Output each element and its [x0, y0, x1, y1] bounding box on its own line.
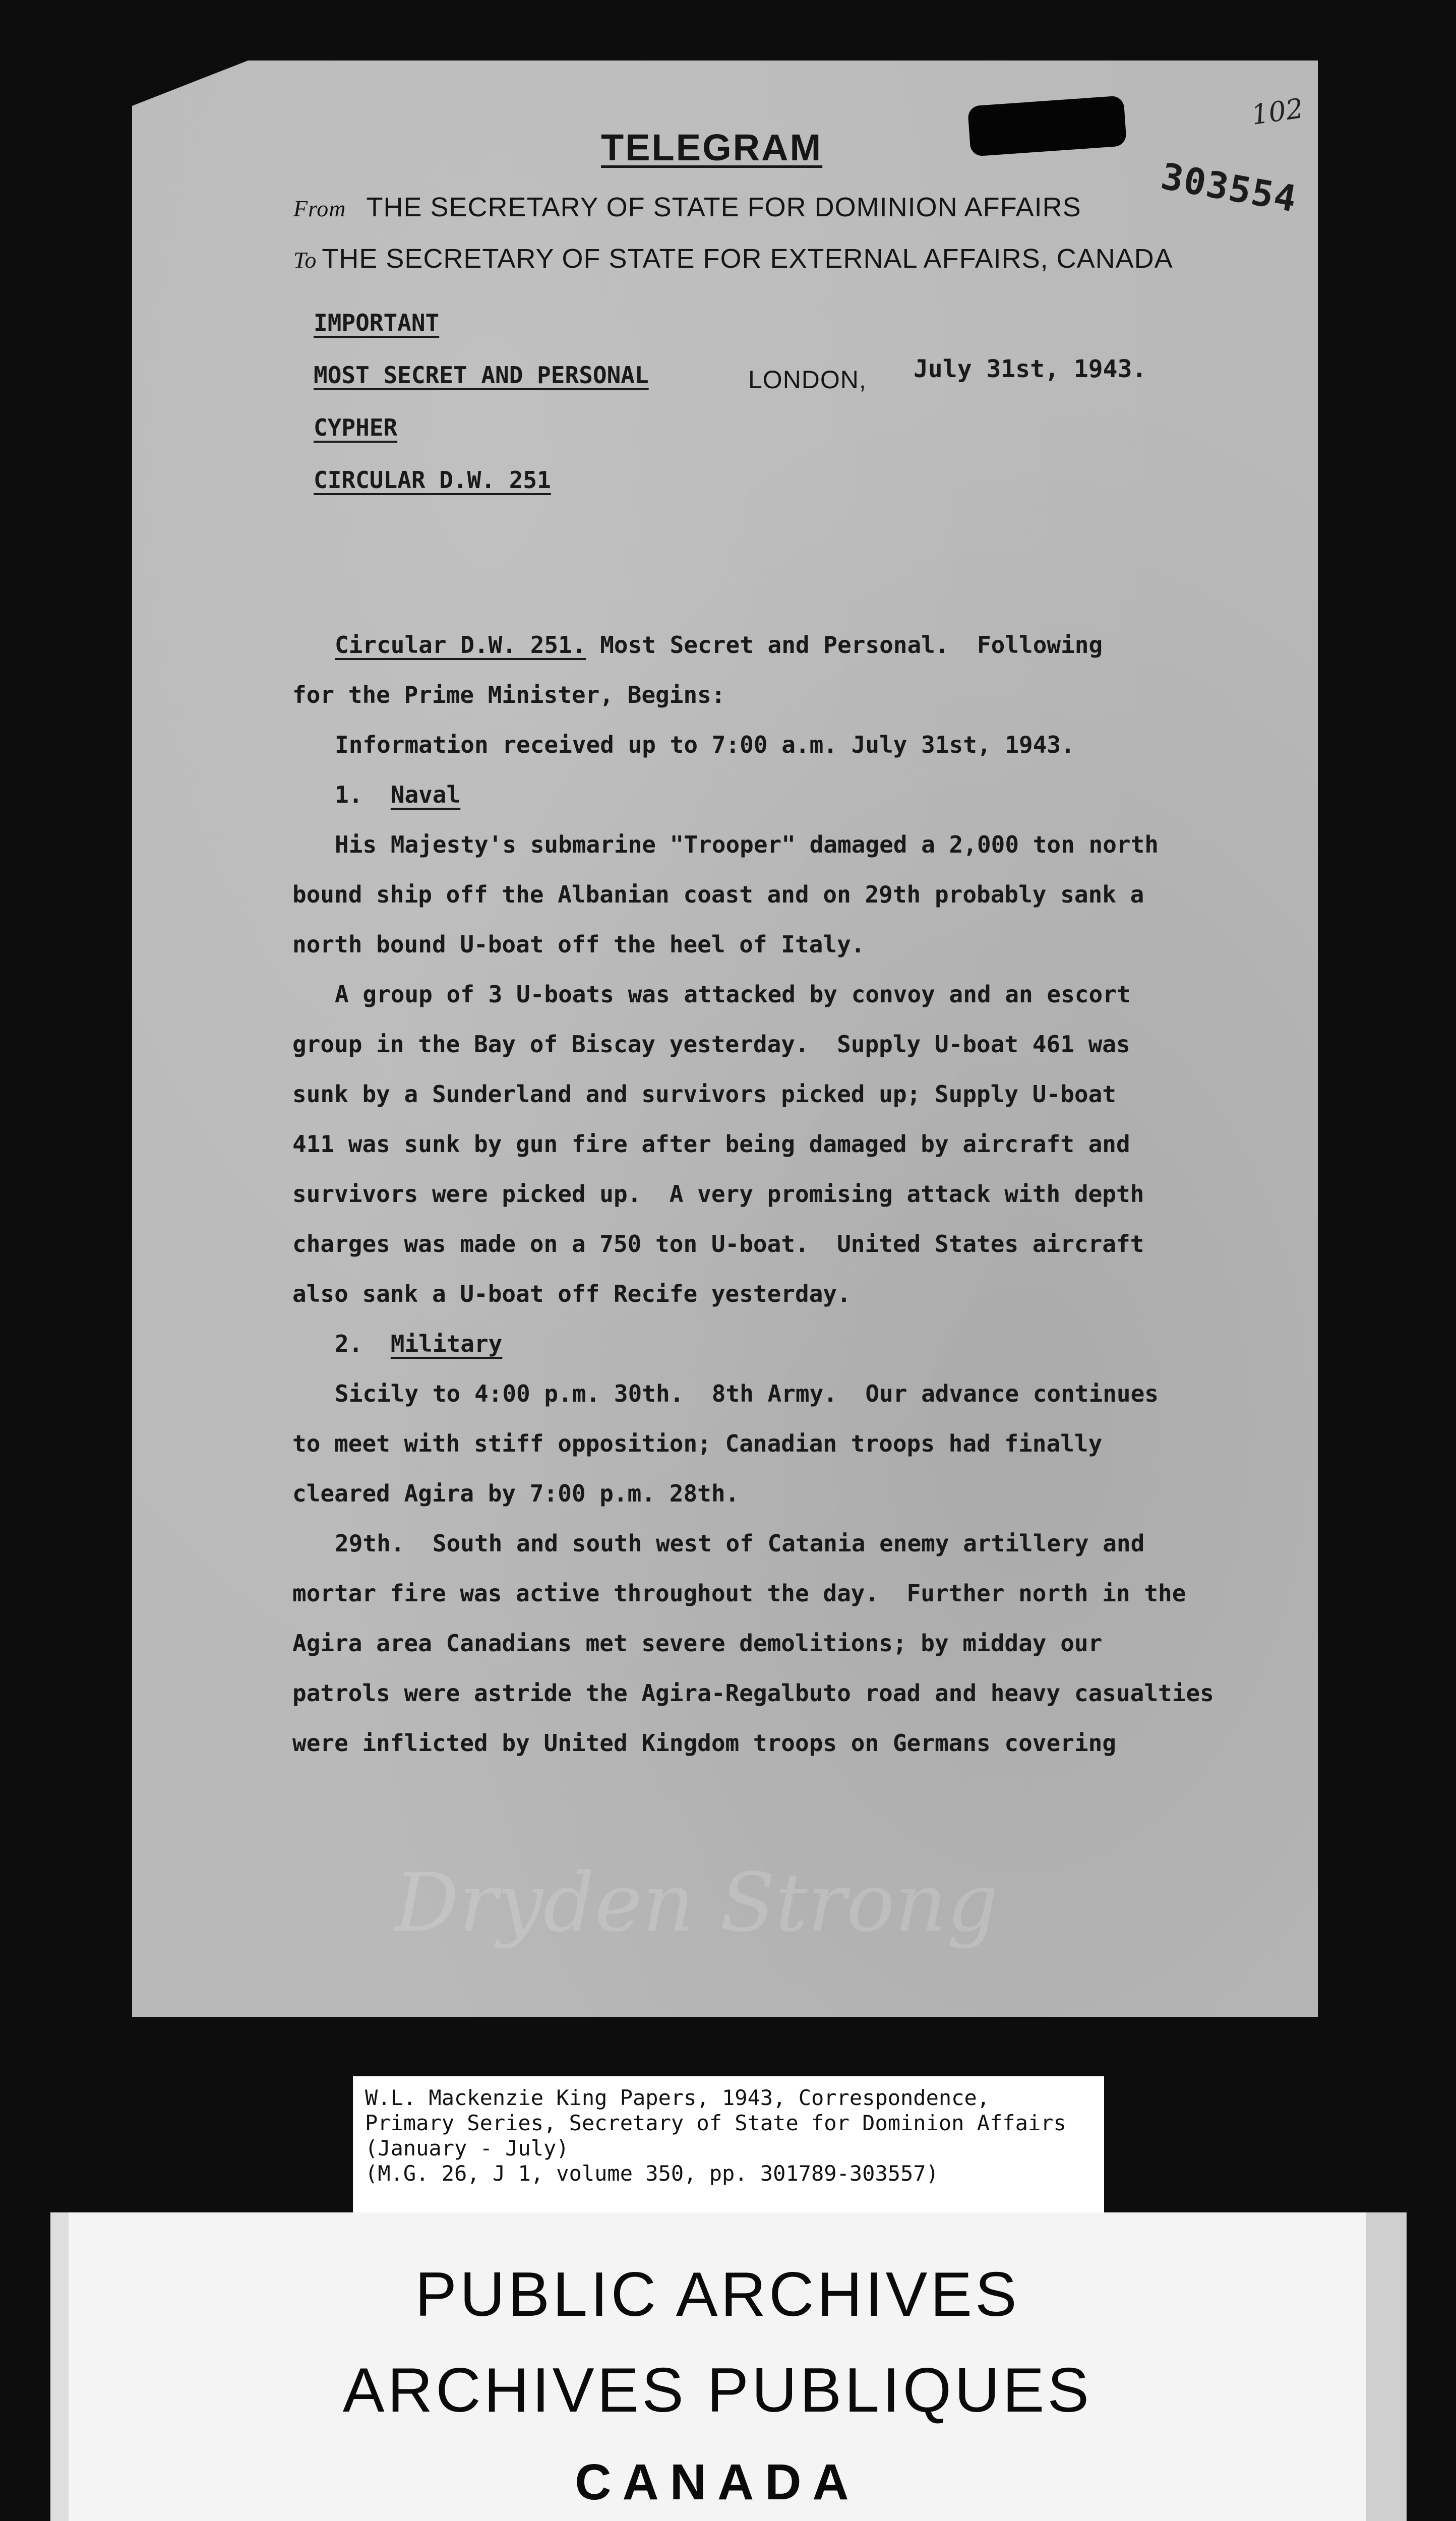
body-text-span: patrols were astride the Agira-Regalbuto road and heavy casualties	[292, 1679, 1214, 1707]
section-number: 2.	[335, 1330, 391, 1357]
telegram-title: TELEGRAM	[601, 127, 823, 168]
body-text-span: bound ship off the Albanian coast and on 29th probably sank a	[292, 881, 1144, 908]
body-text-span: Sicily to 4:00 p.m. 30th. 8th Army. Our advance continues	[335, 1380, 1159, 1407]
archives-french: ARCHIVES PUBLIQUES	[342, 2356, 1093, 2425]
body-text-span: sunk by a Sunderland and survivors picked up; Supply U-boat	[292, 1081, 1116, 1108]
citation-label	[353, 2076, 1104, 2212]
citation-line: W.L. Mackenzie King Papers, 1943, Correspondence,	[365, 2085, 990, 2110]
body-text-span: Agira area Canadians met severe demolitions; by midday our	[292, 1630, 1103, 1657]
body-text-span: north bound U-boat off the heel of Italy.	[292, 931, 865, 958]
telegram-body	[292, 620, 1281, 1768]
body-line	[292, 1319, 1281, 1369]
body-text-span: group in the Bay of Biscay yesterday. Supply U-boat 461 was	[292, 1031, 1130, 1058]
citation-line: Primary Series, Secretary of State for Dominion Affairs	[365, 2111, 1066, 2135]
body-text-span: 29th. South and south west of Catania enemy artillery and	[335, 1530, 1145, 1557]
body-line	[292, 920, 1281, 970]
classification-markings	[314, 296, 649, 506]
underlined-heading: Military	[390, 1330, 503, 1357]
body-line	[292, 1019, 1281, 1069]
telegram-sheet	[132, 61, 1318, 2017]
body-line	[292, 1269, 1281, 1319]
body-text-span: cleared Agira by 7:00 p.m. 28th.	[292, 1480, 740, 1507]
telegram-date: July 31st, 1943.	[914, 355, 1147, 383]
body-line	[292, 720, 1281, 770]
from-line	[293, 192, 1081, 223]
archives-english: PUBLIC ARCHIVES	[415, 2260, 1020, 2329]
from-sender: THE SECRETARY OF STATE FOR DOMINION AFFAIRS	[366, 192, 1081, 222]
paper-watermark: Dryden Strong	[394, 1855, 999, 1950]
body-text-span: Most Secret and Personal. Following	[586, 631, 1103, 658]
body-text-span: for the Prime Minister, Begins:	[292, 681, 725, 708]
body-line	[292, 1668, 1281, 1718]
body-text-span: charges was made on a 750 ton U-boat. United States aircraft	[292, 1230, 1144, 1257]
section-number: 1.	[335, 781, 391, 808]
body-line	[292, 1169, 1281, 1219]
handwritten-page-number: 102	[1249, 92, 1305, 131]
file-number-stamp: 303554	[1158, 155, 1301, 220]
body-line	[292, 1519, 1281, 1569]
archives-country: CANADA	[575, 2454, 860, 2510]
body-line	[292, 770, 1281, 820]
underlined-heading: Naval	[390, 781, 461, 808]
body-line	[292, 870, 1281, 920]
body-text-span: also sank a U-boat off Recife yesterday.	[292, 1280, 851, 1307]
marking-circular: CIRCULAR D.W. 251	[314, 466, 551, 494]
body-line	[292, 970, 1281, 1019]
underlined-heading: Circular D.W. 251.	[335, 631, 586, 658]
body-line	[292, 1219, 1281, 1269]
body-text-span: survivors were picked up. A very promising attack with depth	[292, 1180, 1144, 1208]
body-text-span: 411 was sunk by gun fire after being damaged by aircraft and	[292, 1130, 1130, 1158]
body-line	[292, 1419, 1281, 1469]
marking-important: IMPORTANT	[314, 309, 440, 336]
body-text-span: to meet with stiff opposition; Canadian troops had finally	[292, 1430, 1103, 1457]
citation-line: (January - July)	[365, 2136, 569, 2160]
body-line	[292, 820, 1281, 870]
to-label: To	[293, 247, 317, 273]
body-text-span: mortar fire was active throughout the day. Further north in the	[292, 1580, 1186, 1607]
body-line	[292, 1718, 1281, 1768]
marking-most-secret: MOST SECRET AND PERSONAL	[314, 362, 649, 389]
body-line	[292, 1618, 1281, 1668]
body-text-span: A group of 3 U-boats was attacked by convoy and an escort	[335, 981, 1131, 1008]
body-line	[292, 670, 1281, 720]
body-line	[292, 620, 1281, 670]
body-text-span: were inflicted by United Kingdom troops on Germans covering	[292, 1729, 1116, 1757]
to-recipient: THE SECRETARY OF STATE FOR EXTERNAL AFFAIRS, CANADA	[322, 244, 1173, 274]
torn-corner	[132, 61, 248, 106]
to-line	[293, 243, 1173, 274]
body-line	[292, 1569, 1281, 1618]
body-line	[292, 1119, 1281, 1169]
citation-line: (M.G. 26, J 1, volume 350, pp. 301789-303557)	[365, 2161, 939, 2186]
marking-cypher: CYPHER	[314, 414, 398, 441]
body-line	[292, 1369, 1281, 1419]
body-text-span: His Majesty's submarine "Trooper" damaged a 2,000 ton north	[335, 831, 1159, 858]
redaction-mark	[967, 95, 1127, 156]
archives-card	[50, 2212, 1407, 2521]
body-line	[292, 1069, 1281, 1119]
from-label: From	[293, 196, 346, 221]
place-of-origin: LONDON,	[748, 366, 867, 394]
body-line	[292, 1469, 1281, 1519]
body-text-span: Information received up to 7:00 a.m. July 31st, 1943.	[335, 731, 1075, 758]
